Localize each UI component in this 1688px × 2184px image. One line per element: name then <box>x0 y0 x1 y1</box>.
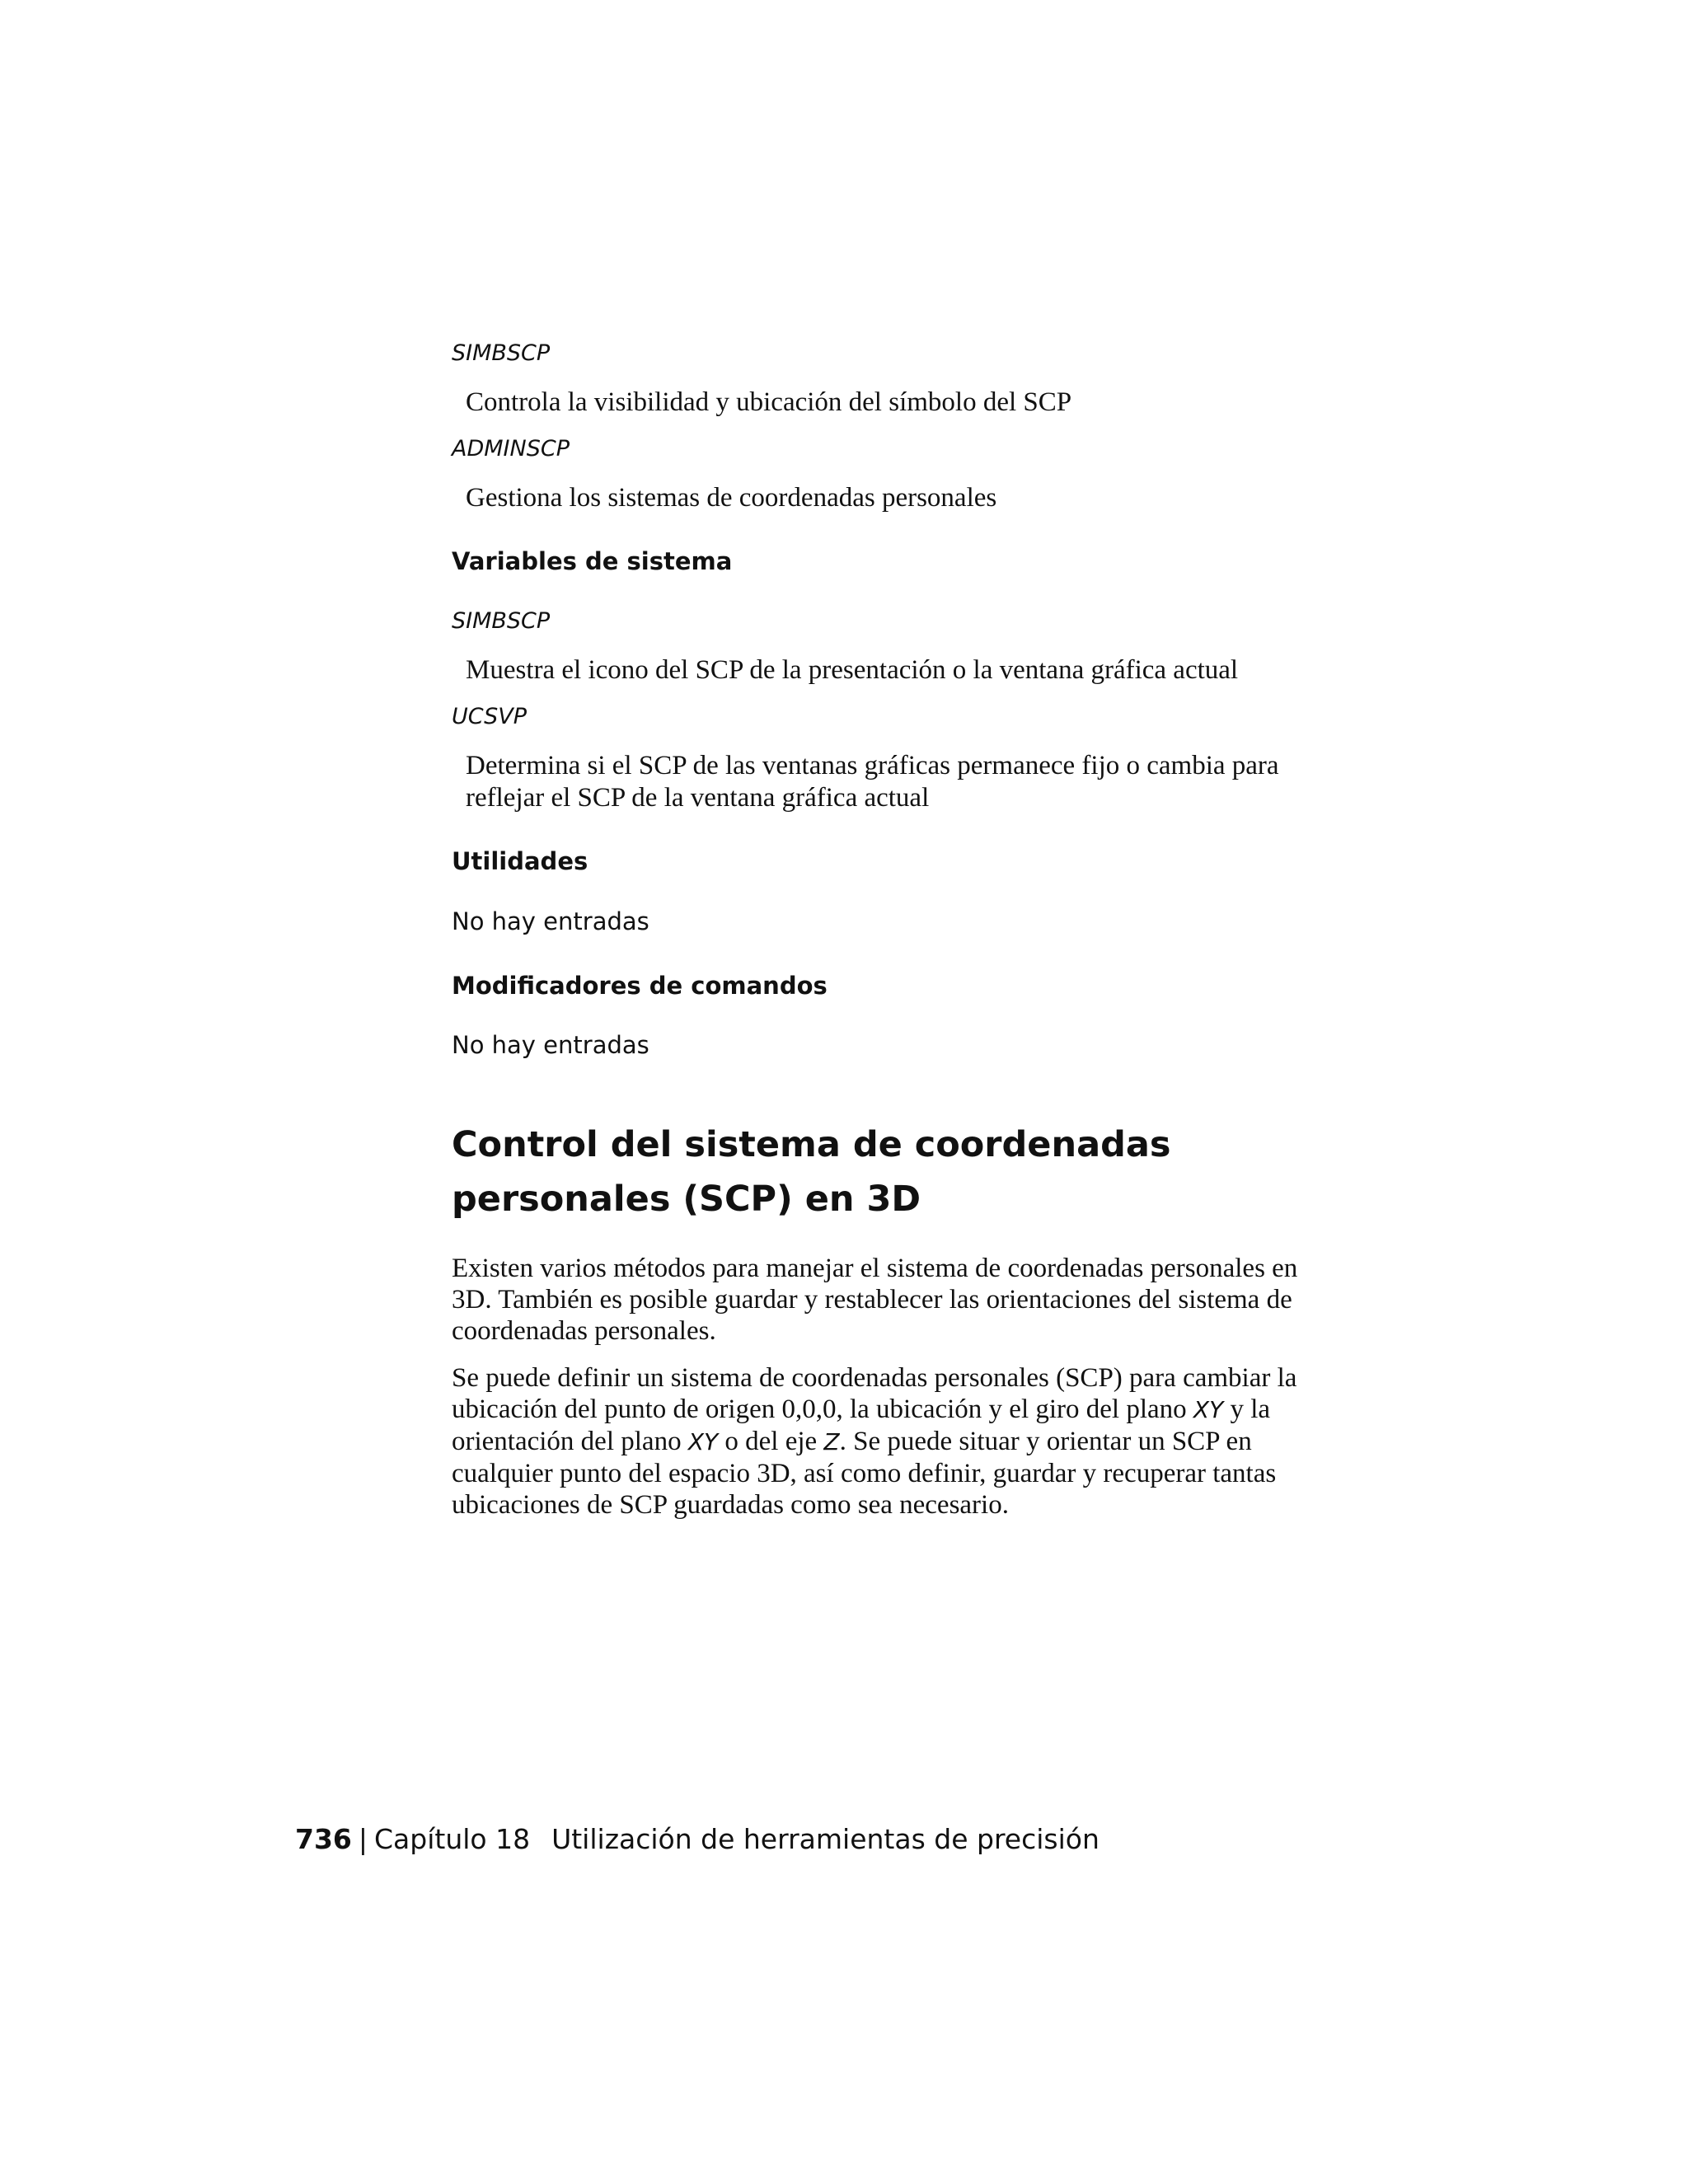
utilities-heading: Utilidades <box>452 847 588 875</box>
command-term: ADMINSCP <box>452 436 570 462</box>
page-number: 736 <box>295 1823 352 1855</box>
command-term: SIMBSCP <box>452 340 551 366</box>
paragraph-text: y la orientación del plano <box>452 1394 1271 1456</box>
page-footer <box>295 1823 1100 1856</box>
section-paragraph-2 <box>452 1362 1334 1521</box>
chapter-title: Utilización de herramientas de precisión <box>551 1823 1100 1855</box>
variable-term: SIMBSCP <box>452 608 551 634</box>
paragraph-text: . Se puede situar y orientar un SCP en cualquier punto del espacio 3D, así como definir, guardar y recuperar tantas ubicaciones de SCP guardadas como sea necesario. <box>452 1427 1277 1520</box>
system-variables-heading: Variables de sistema <box>452 547 733 575</box>
utilities-text: No hay entradas <box>452 907 649 935</box>
plane-xy-label: XY <box>1193 1396 1224 1423</box>
paragraph-text: Se puede definir un sistema de coordenadas personales (SCP) para cambiar la ubicación del punto de origen 0,0,0, la ubicación y el giro del plano <box>452 1363 1297 1424</box>
section-paragraph-1: Existen varios métodos para manejar el sistema de coordenadas personales en 3D. También es posible guardar y restablecer las orientaciones del sistema de coordenadas personales. <box>452 1254 1298 1346</box>
variable-description: Determina si el SCP de las ventanas gráficas permanece fijo o cambia para reflejar el SCP de la ventana gráfica actual <box>466 751 1279 813</box>
command-modifiers-text: No hay entradas <box>452 1031 649 1059</box>
variable-description: Muestra el icono del SCP de la presentación o la ventana gráfica actual <box>466 655 1239 685</box>
axis-z-label: Z <box>823 1428 840 1455</box>
command-modifiers-heading: Modificadores de comandos <box>452 972 828 1000</box>
footer-separator: | <box>358 1823 368 1855</box>
section-title: Control del sistema de coordenadas personales (SCP) en 3D <box>452 1124 1171 1220</box>
variable-term: UCSVP <box>452 704 528 729</box>
command-description: Controla la visibilidad y ubicación del símbolo del SCP <box>466 387 1072 417</box>
chapter-label: Capítulo 18 <box>374 1823 531 1855</box>
paragraph-text: o del eje <box>718 1427 824 1456</box>
plane-xy-label: XY <box>687 1428 719 1455</box>
command-description: Gestiona los sistemas de coordenadas personales <box>466 483 997 513</box>
